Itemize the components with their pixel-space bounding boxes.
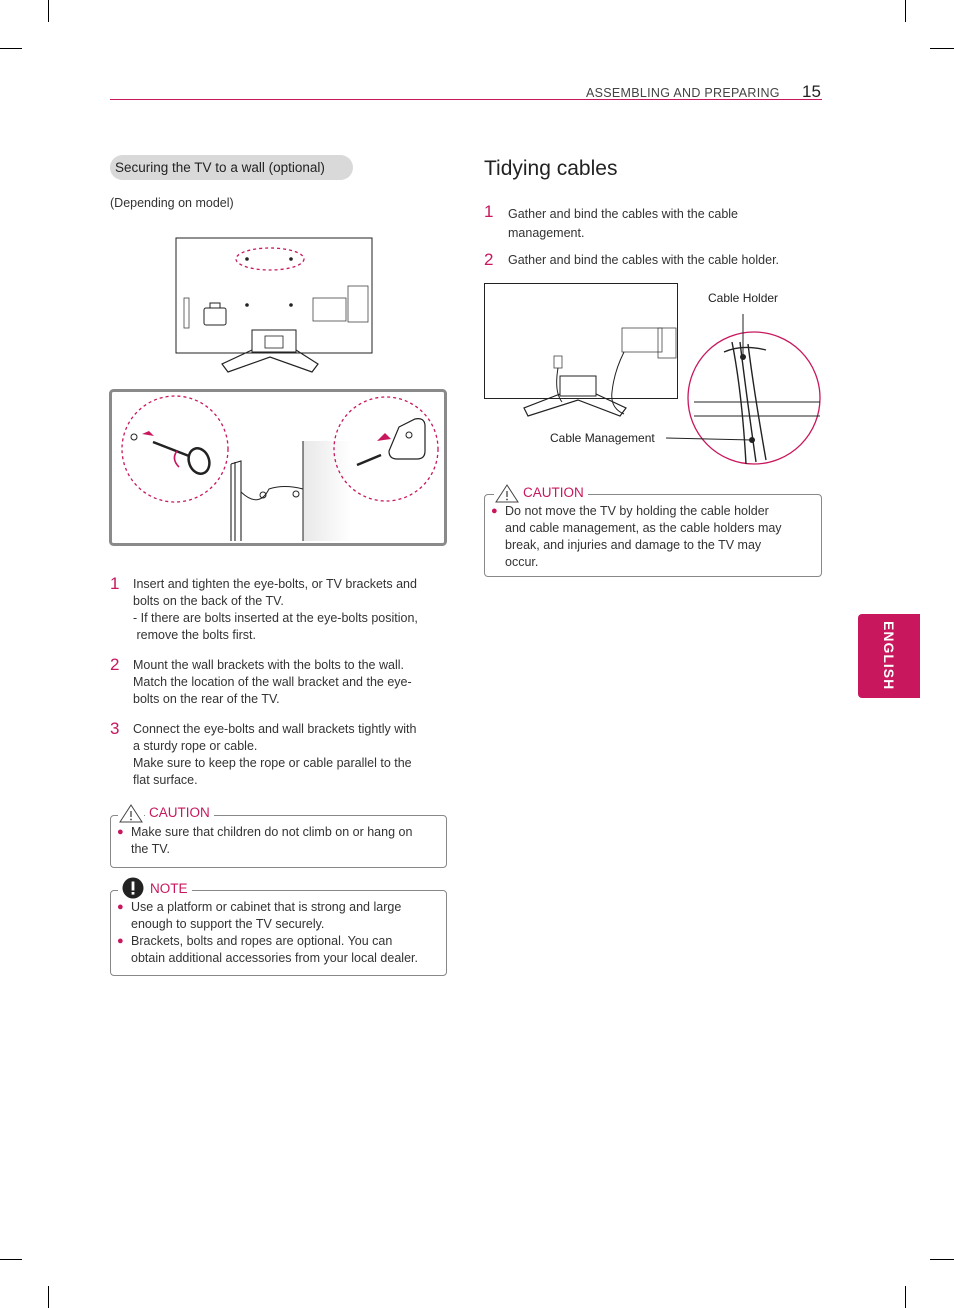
bullet: ● — [491, 505, 498, 517]
language-tab-label-wrap — [858, 614, 920, 698]
note-item: Use a platform or cabinet that is strong and large enough to support the TV securely. — [131, 900, 402, 931]
caution-label: CAUTION — [519, 485, 588, 500]
crop-mark — [905, 0, 906, 22]
crop-mark — [0, 1259, 22, 1260]
language-tab-label: ENGLISH — [881, 621, 897, 691]
step-number: 1 — [110, 574, 120, 593]
caution-label: CAUTION — [145, 805, 214, 820]
warning-triangle-icon — [494, 483, 520, 503]
cable-holder-label: Cable Holder — [708, 291, 779, 305]
step-number: 2 — [110, 655, 120, 674]
note-item: Brackets, bolts and ropes are optional. You can obtain additional accessories from your local dealer. — [131, 934, 418, 965]
caution-item: Make sure that children do not climb on or hang on the TV. — [131, 825, 413, 856]
note-exclamation-icon — [118, 876, 148, 900]
crop-mark — [905, 1286, 906, 1308]
crop-mark — [48, 1286, 49, 1308]
crop-mark — [0, 48, 22, 49]
tv-back-illustration — [170, 232, 380, 378]
bullet: ● — [117, 935, 124, 947]
note-label: NOTE — [146, 881, 192, 896]
cable-management-label: Cable Management — [550, 431, 655, 445]
step-number: 1 — [484, 202, 494, 221]
step-text: Insert and tighten the eye-bolts, or TV brackets and bolts on the back of the TV. - If there are bolts inserted at the eye-bolts position, remove the bolts first. — [133, 577, 418, 642]
step-text: Gather and bind the cables with the cable holder. — [508, 253, 780, 267]
section-title: Tidying cables — [484, 157, 618, 180]
warning-triangle-icon — [118, 803, 144, 823]
step-text: Mount the wall brackets with the bolts to the wall. Match the location of the wall bracket and the eye- bolts on the rear of the TV. — [133, 658, 412, 706]
model-note: (Depending on model) — [110, 196, 234, 210]
crop-mark — [930, 1259, 954, 1260]
wall-mount-detail-illustration — [109, 389, 447, 546]
step-text: Gather and bind the cables with the cable management. — [508, 207, 739, 240]
step-text: Connect the eye-bolts and wall brackets tightly with a sturdy rope or cable. Make sure to keep the rope or cable parallel to the flat surface. — [133, 722, 417, 787]
crop-mark — [48, 0, 49, 22]
step-number: 3 — [110, 719, 120, 738]
bullet: ● — [117, 826, 124, 838]
caution-item: Do not move the TV by holding the cable holder and cable management, as the cable holders may break, and injuries and damage to the TV may occur. — [505, 504, 782, 569]
bullet: ● — [117, 901, 124, 913]
header-section-title: ASSEMBLING AND PREPARING — [586, 86, 780, 100]
step-number: 2 — [484, 250, 494, 269]
crop-mark — [930, 48, 954, 49]
section-pill: Securing the TV to a wall (optional) — [110, 155, 353, 180]
page-number: 15 — [802, 82, 821, 101]
